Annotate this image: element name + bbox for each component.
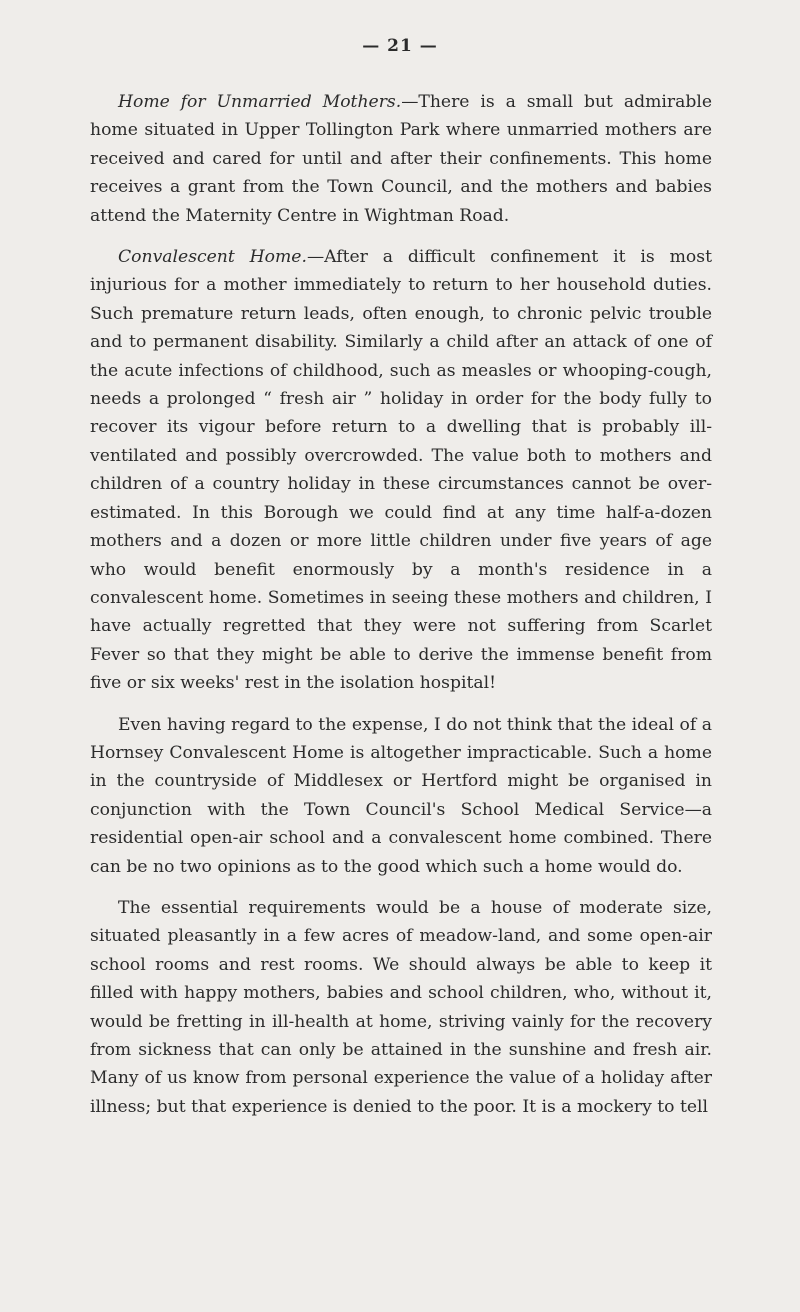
paragraph-text: The essential requirements would be a house of moderate size, situated pleasantly in a few acres of meadow-land, and some open-air school rooms and rest rooms. We should always be able to keep it filled with happy mothers, babies and school children, who, without it, would be fretting in ill-health at home, striving vainly for the recovery from sickness that can only be attained in the sunshine and fresh air. Many of us know from personal experience the value of a holiday after illness; but that experience is denied to the poor. It is a mockery to tell — [90, 897, 712, 1117]
paragraph-unmarried-mothers — [90, 88, 712, 230]
page-number: — 21 — — [362, 36, 438, 56]
text-body — [90, 88, 712, 1134]
paragraph-text: —There is a small but admirable home situated in Upper Tollington Park where unmarried mothers are received and cared for until and after their confinements. This home receives a grant from the Town Council, and the mothers and babies attend the Maternity Centre in Wightman Road. — [90, 92, 712, 226]
paragraph-text: Even having regard to the expense, I do not think that the ideal of a Hornsey Convalescent Home is altogether impracticable. Such a home in the countryside of Middlesex or Hertford might be organised in conjunction with the Town Council's School Medical Service—a residential open-air school and a convalescent home combined. There can be no two opinions as to the good which such a home would do. — [90, 714, 712, 877]
paragraph-requirements — [90, 894, 712, 1121]
paragraph-convalescent-home — [90, 243, 712, 698]
section-heading-convalescent-home: Convalescent Home. — [118, 247, 307, 268]
paragraph-expense — [90, 711, 712, 881]
paragraph-text: —After a difficult confinement it is most injurious for a mother immediately to return to her household duties. Such premature return leads, often enough, to chronic pelvic trouble and to permanent disability. Similarly a child after an attack of one of the acute infections of childhood, such as measles or whooping-cough, needs a prolonged “ fresh air ” holiday in order for the body fully to recover its vigour before return to a dwelling that is probably ill-ventilated and possibly overcrowded. The value both to mothers and children of a country holiday in these circumstances cannot be over-estimated. In this Borough we could find at any time half-a-dozen mothers and a dozen or more little children under five years of age who would benefit enormously by a month's residence in a convalescent home. Sometimes in seeing these mothers and children, I have actually regretted that they were not suffering from Scarlet Fever so that they might be able to derive the immense benefit from five or six weeks' rest in the isolation hospital! — [90, 247, 712, 694]
section-heading-unmarried-mothers: Home for Unmarried Mothers. — [118, 92, 402, 112]
